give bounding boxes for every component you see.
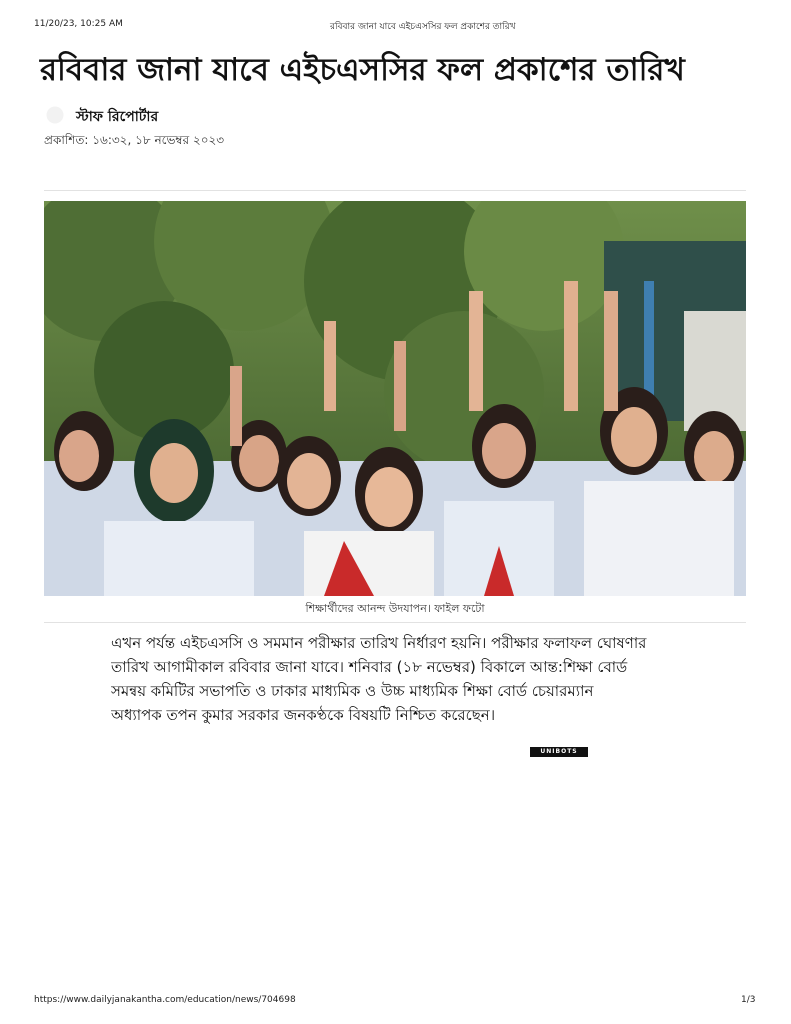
body-line: অধ্যাপক তপন কুমার সরকার জনকণ্ঠকে বিষয়টি নিশ্চিত করেছেন। — [111, 706, 496, 724]
caption-divider — [44, 622, 746, 623]
author-name[interactable]: স্টাফ রিপোর্টার — [76, 109, 159, 125]
author-avatar-icon — [46, 106, 64, 124]
body-line: তারিখ আগামীকাল রবিবার জানা যাবে। শনিবার (১৮ নভেম্বর) বিকালে আন্ত:শিক্ষা বোর্ড — [111, 658, 628, 676]
body-line: সমন্বয় কমিটির সভাপতি ও ঢাকার মাধ্যমিক ও উচ্চ মাধ্যমিক শিক্ষা বোর্ড চেয়ারম্যান — [111, 682, 594, 700]
print-doc-title: রবিবার জানা যাবে এইচএসসির ফল প্রকাশের তারিখ — [330, 22, 516, 32]
print-page-number: 1/3 — [741, 995, 756, 1005]
article-photo — [44, 201, 746, 596]
print-url: https://www.dailyjanakantha.com/education/news/704698 — [34, 995, 296, 1005]
article-body — [111, 631, 753, 727]
published-date: প্রকাশিত: ১৬:৩২, ১৮ নভেম্বর ২০২৩ — [44, 133, 225, 147]
unibots-badge[interactable]: UNIBOTS — [530, 747, 588, 757]
photo-caption: শিক্ষার্থীদের আনন্দ উদযাপন। ফাইল ফটো — [305, 602, 485, 615]
top-divider — [44, 190, 746, 191]
article-headline: রবিবার জানা যাবে এইচএসসির ফল প্রকাশের তারিখ — [40, 52, 685, 88]
print-datetime: 11/20/23, 10:25 AM — [34, 19, 123, 29]
body-line: এখন পর্যন্ত এইচএসসি ও সমমান পরীক্ষার তারিখ নির্ধারণ হয়নি। পরীক্ষার ফলাফল ঘোষণার — [111, 634, 647, 652]
